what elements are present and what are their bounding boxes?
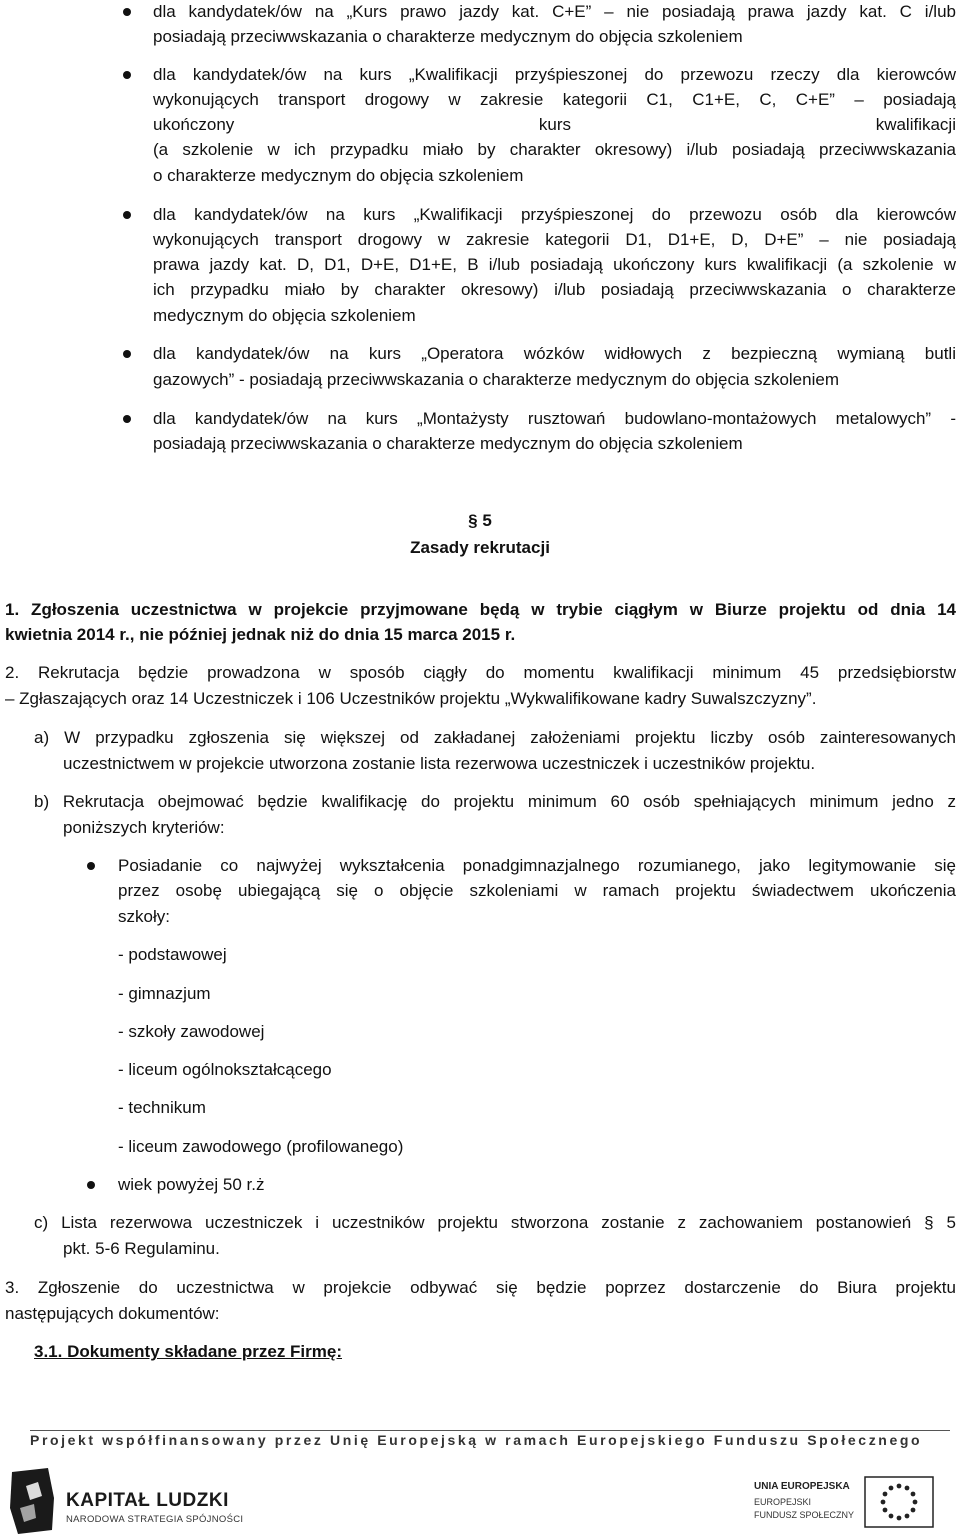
text-line: dla kandydatek/ów na kurs „Montażysty rusztowań budowlano-montażowych metalowych” - (153, 409, 956, 428)
text-line: posiadają przeciwwskazania o charakterze medycznym do objęcia szkoleniem (153, 434, 743, 453)
item-c-line: c) Lista rezerwowa uczestniczek i uczestników projektu stworzona zostanie z zachowaniem postanowień § 5 (34, 1213, 956, 1232)
eu-line-3: FUNDUSZ SPOŁECZNY (754, 1510, 855, 1520)
kapital-ludzki-logo (8, 1468, 268, 1534)
kapital-ludzki-emblem-icon (8, 1468, 58, 1534)
school-item: - liceum zawodowego (profilowanego) (118, 1137, 404, 1156)
text-line: dla kandydatek/ów na kurs „Operatora wózków widłowych z bezpieczną wymianą butli (153, 344, 956, 363)
footer-divider (30, 1430, 950, 1431)
text-line: dla kandydatek/ów na kurs „Kwalifikacji przyśpieszonej do przewozu rzeczy dla kierowców (153, 65, 956, 84)
item-a-line: a) W przypadku zgłoszenia się większej od zakładanej założeniami projektu liczby osób zainteresowanych (34, 728, 956, 747)
school-item: - podstawowej (118, 945, 227, 964)
footer-banner: Projekt współfinansowany przez Unię Europejską w ramach Europejskiego Funduszu Społecznego (30, 1432, 923, 1448)
criterion-line: wiek powyżej 50 r.ż (118, 1175, 265, 1194)
school-item: - gimnazjum (118, 984, 211, 1003)
bullet-dot (123, 211, 131, 219)
subsection-heading: 3.1. Dokumenty składane przez Firmę: (34, 1342, 342, 1361)
school-item: - technikum (118, 1098, 206, 1117)
item-b-line: poniższych kryteriów: (63, 818, 225, 837)
criterion-line: przez osobę ubiegającą się o objęcie szkoleniami w ramach projektu świadectwem ukończenia (118, 881, 956, 900)
text-line: wykonujących transport drogowy w zakresie kategorii D1, D1+E, D, D+E” – nie posiadają (153, 230, 956, 249)
text-line: o charakterze medycznym do objęcia szkoleniem (153, 166, 524, 185)
text-line: dla kandydatek/ów na „Kurs prawo jazdy kat. C+E” – nie posiadają prawa jazdy kat. C i/lub (153, 2, 956, 21)
paragraph-3-line: następujących dokumentów: (5, 1304, 220, 1323)
bullet-dot (87, 1181, 95, 1189)
paragraph-3-line: 3. Zgłoszenie do uczestnictwa w projekcie odbywać się będzie poprzez dostarczenie do Biura projektu (5, 1278, 956, 1297)
bullet-dot (123, 71, 131, 79)
eu-logo (748, 1468, 953, 1534)
text-line: ukończony kurs kwalifikacji (153, 115, 956, 134)
eu-flag-icon (864, 1476, 934, 1528)
text-line: dla kandydatek/ów na kurs „Kwalifikacji przyśpieszonej do przewozu osób dla kierowców (153, 205, 956, 224)
paragraph-2-line: – Zgłaszających oraz 14 Uczestniczek i 106 Uczestników projektu „Wykwalifikowane kadry Suwalszczyzny”. (5, 689, 817, 708)
kl-subtitle: NARODOWA STRATEGIA SPÓJNOŚCI (66, 1514, 244, 1525)
paragraph-1-line: 1. Zgłoszenia uczestnictwa w projekcie przyjmowane będą w trybie ciągłym w Biurze projektu od dnia 14 (5, 600, 956, 619)
school-item: - szkoły zawodowej (118, 1022, 265, 1041)
text-line: prawa jazdy kat. D, D1, D+E, D1+E, B i/lub posiadają ukończony kurs kwalifikacji (a szkolenie w (153, 255, 956, 274)
school-item: - liceum ogólnokształcącego (118, 1060, 332, 1079)
criterion-line: szkoły: (118, 907, 170, 926)
eu-line-1: UNIA EUROPEJSKA (754, 1481, 850, 1492)
text-line: (a szkolenie w ich przypadku miało by charakter okresowy) i/lub posiadają przeciwwskazania (153, 140, 956, 159)
section-number: § 5 (468, 511, 492, 530)
eu-line-2: EUROPEJSKI (754, 1497, 812, 1507)
paragraph-2-line: 2. Rekrutacja będzie prowadzona w sposób ciągły do momentu kwalifikacji minimum 45 przedsiębiorstw (5, 663, 956, 682)
text-line: posiadają przeciwwskazania o charakterze medycznym do objęcia szkoleniem (153, 27, 743, 46)
text-line: wykonujących transport drogowy w zakresie kategorii C1, C1+E, C, C+E” – posiadają (153, 90, 956, 109)
text-line: ich przypadku miało by charakter okresowy) i/lub posiadają przeciwwskazania o charakterze (153, 280, 956, 299)
section-title: Zasady rekrutacji (410, 538, 550, 557)
kl-title: KAPITAŁ LUDZKI (66, 1490, 229, 1511)
item-a-line: uczestnictwem w projekcie utworzona zostanie lista rezerwowa uczestniczek i uczestników projektu. (63, 754, 816, 773)
paragraph-1-line: kwietnia 2014 r., nie później jednak niż do dnia 15 marca 2015 r. (5, 625, 516, 644)
bullet-dot (123, 8, 131, 16)
bullet-dot (87, 862, 95, 870)
criterion-line: Posiadanie co najwyżej wykształcenia ponadgimnazjalnego rozumianego, jako legitymowanie się (118, 856, 956, 875)
item-b-line: b) Rekrutacja obejmować będzie kwalifikację do projektu minimum 60 osób spełniających minimum jedno z (34, 792, 956, 811)
bullet-dot (123, 415, 131, 423)
text-line: medycznym do objęcia szkoleniem (153, 306, 416, 325)
bullet-dot (123, 350, 131, 358)
text-line: gazowych” - posiadają przeciwwskazania o charakterze medycznym do objęcia szkoleniem (153, 370, 839, 389)
item-c-line: pkt. 5-6 Regulaminu. (63, 1239, 220, 1258)
